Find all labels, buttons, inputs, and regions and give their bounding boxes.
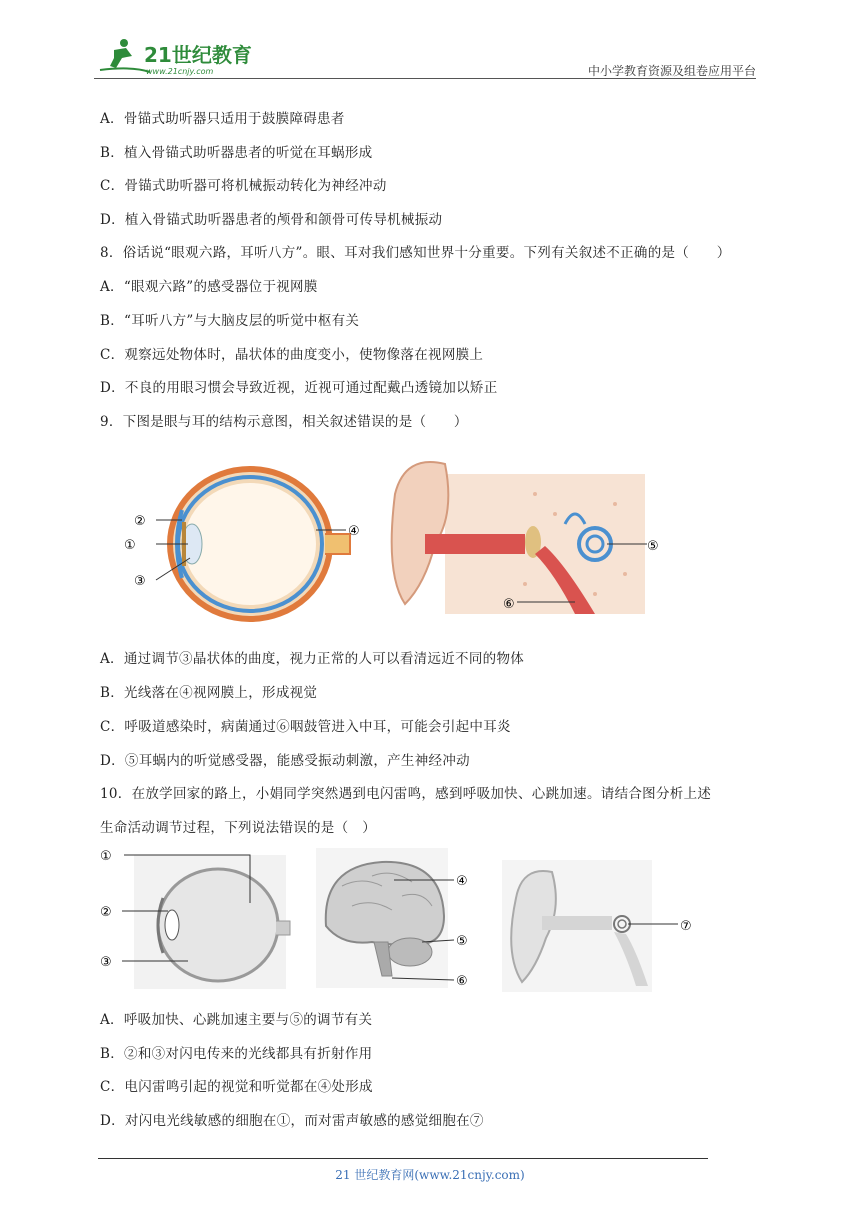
- q9-option-a: A．通过调节③晶状体的曲度，视力正常的人可以看清远近不同的物体: [100, 651, 525, 667]
- eye-label-4: ④: [348, 524, 360, 539]
- logo-text: 21世纪教育: [144, 43, 252, 67]
- header-divider: [94, 78, 756, 79]
- q9-option-d: D．⑤耳蜗内的听觉感受器，能感受振动刺激，产生神经冲动: [100, 753, 470, 769]
- eye-label-2: ②: [134, 514, 146, 529]
- q7-option-c: C．骨锚式助听器可将机械振动转化为神经冲动: [100, 178, 387, 194]
- q9-stem: 9．下图是眼与耳的结构示意图，相关叙述错误的是（ ）: [100, 414, 468, 430]
- q10-option-b: B．②和③对闪电传来的光线都具有折射作用: [100, 1046, 373, 1062]
- brain-diagram-q10: [312, 846, 482, 992]
- q10-eye-label-3: ③: [100, 955, 112, 970]
- eye-label-3: ③: [134, 574, 146, 589]
- eye-label-1: ①: [124, 538, 136, 553]
- brain-label-5: ⑤: [456, 934, 468, 949]
- q7-option-d: D．植入骨锚式助听器患者的颅骨和颌骨可传导机械振动: [100, 212, 443, 228]
- ear-diagram-q10: [502, 858, 702, 994]
- q10-option-d: D．对闪电光线敏感的细胞在①，而对雷声敏感的感觉细胞在⑦: [100, 1113, 484, 1129]
- q9-option-c: C．呼吸道感染时，病菌通过⑥咽鼓管进入中耳，可能会引起中耳炎: [100, 719, 511, 735]
- ear-label-7: ⑦: [680, 919, 692, 934]
- eye-diagram-q10: [98, 843, 294, 993]
- q8-option-a: A．“眼观六路”的感受器位于视网膜: [100, 279, 318, 295]
- logo-url: www.21cnjy.com: [146, 67, 214, 76]
- q10-option-c: C．电闪雷鸣引起的视觉和听觉都在④处形成: [100, 1079, 373, 1095]
- q10-stem-line1: 10．在放学回家的路上，小娟同学突然遇到电闪雷鸣，感到呼吸加快、心跳加速。请结合图分析上述: [100, 786, 712, 802]
- brain-label-4: ④: [456, 874, 468, 889]
- q7-option-b: B．植入骨锚式助听器患者的听觉在耳蜗形成: [100, 145, 373, 161]
- q10-option-a: A．呼吸加快、心跳加速主要与⑤的调节有关: [100, 1012, 373, 1028]
- ear-label-6: ⑥: [503, 597, 515, 612]
- footer-divider: [98, 1158, 708, 1159]
- q10-stem-line2: 生命活动调节过程，下列说法错误的是（ ）: [100, 820, 376, 836]
- q10-eye-label-1: ①: [100, 849, 112, 864]
- q9-option-b: B．光线落在④视网膜上，形成视觉: [100, 685, 318, 701]
- brain-label-6: ⑥: [456, 974, 468, 989]
- ear-label-5: ⑤: [647, 539, 659, 554]
- footer-link[interactable]: 21 世纪教育网(www.21cnjy.com): [335, 1168, 525, 1182]
- q8-option-d: D．不良的用眼习惯会导致近视，近视可通过配戴凸透镜加以矫正: [100, 380, 498, 396]
- q10-eye-label-2: ②: [100, 905, 112, 920]
- header-platform-text: 中小学教育资源及组卷应用平台: [587, 64, 756, 78]
- q7-option-a: A．骨锚式助听器只适用于鼓膜障碍患者: [100, 111, 345, 127]
- ear-structure-diagram: [385, 454, 675, 622]
- q8-option-b: B．“耳听八方”与大脑皮层的听觉中枢有关: [100, 313, 360, 329]
- q8-option-c: C．观察远处物体时，晶状体的曲度变小，使物像落在视网膜上: [100, 347, 484, 363]
- site-logo: [92, 36, 262, 78]
- eye-structure-diagram: [120, 462, 370, 622]
- q8-stem: 8．俗话说“眼观六路，耳听八方”。眼、耳对我们感知世界十分重要。下列有关叙述不正确的是（ ）: [100, 245, 731, 261]
